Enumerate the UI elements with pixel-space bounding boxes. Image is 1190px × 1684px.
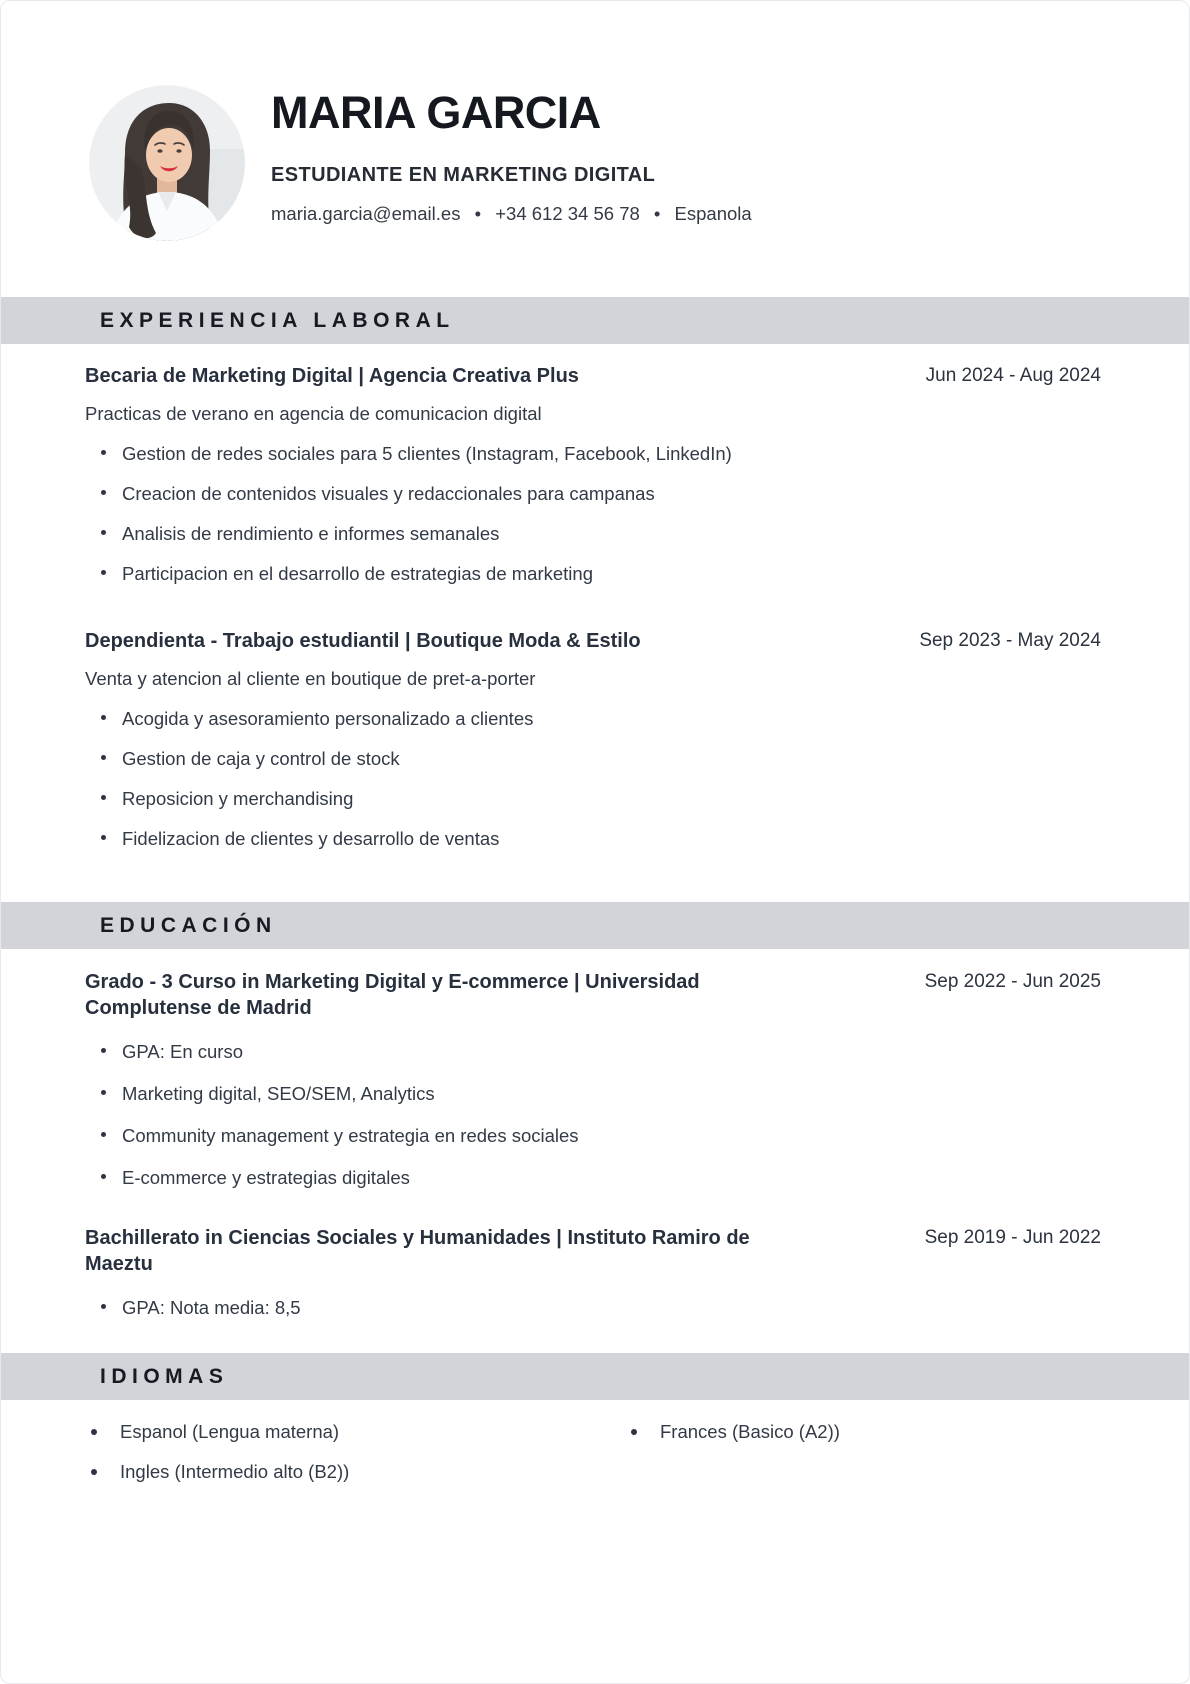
bullet-item: Gestion de redes sociales para 5 clientes (Instagram, Facebook, LinkedIn)	[85, 443, 1101, 465]
bullet-item: Reposicion y merchandising	[85, 788, 1101, 810]
entry-header	[85, 628, 1101, 654]
contact-line	[271, 203, 752, 225]
entry-header	[85, 363, 1101, 389]
education-dates: Sep 2019 - Jun 2022	[924, 1227, 1101, 1248]
person-title: ESTUDIANTE EN MARKETING DIGITAL	[271, 164, 656, 186]
job-entry	[85, 363, 1101, 585]
job-summary: Venta y atencion al cliente en boutique de pret-a-porter	[85, 668, 536, 689]
languages-body	[1, 1421, 1189, 1684]
education-title: Bachillerato in Ciencias Sociales y Humanidades | Instituto Ramiro de Maeztu	[85, 1227, 750, 1275]
education-bullets	[85, 1297, 1101, 1319]
experience-section-band	[1, 297, 1189, 344]
resume-header	[1, 1, 1189, 297]
job-dates: Jun 2024 - Aug 2024	[925, 365, 1101, 386]
nationality-text: Espanola	[674, 203, 752, 224]
bullet-item: Acogida y asesoramiento personalizado a clientes	[85, 708, 1101, 730]
bullet-item: Fidelizacion de clientes y desarrollo de ventas	[85, 828, 1101, 850]
email-text: maria.garcia@email.es	[271, 203, 461, 224]
section-heading-experience: EXPERIENCIA LABORAL	[100, 308, 455, 332]
profile-photo	[89, 85, 245, 241]
person-name: MARIA GARCIA	[271, 87, 601, 138]
education-bullets	[85, 1041, 1101, 1189]
identity-block	[271, 89, 752, 225]
education-section-band	[1, 902, 1189, 949]
bullet-item: GPA: En curso	[85, 1041, 1101, 1063]
bullet-item: Community management y estrategia en redes sociales	[85, 1125, 1101, 1147]
entry-header	[85, 969, 1101, 1021]
education-dates: Sep 2022 - Jun 2025	[924, 971, 1101, 992]
job-title: Becaria de Marketing Digital | Agencia Creativa Plus	[85, 365, 579, 387]
bullet-item: Analisis de rendimiento e informes semanales	[85, 523, 1101, 545]
contact-separator-icon: •	[474, 203, 482, 224]
education-entries	[1, 949, 1189, 1353]
profile-photo-image	[89, 85, 245, 241]
bullet-item: GPA: Nota media: 8,5	[85, 1297, 1101, 1319]
section-heading-education: EDUCACIÓN	[100, 913, 277, 937]
education-title: Grado - 3 Curso in Marketing Digital y E-commerce | Universidad Complutense de Madrid	[85, 971, 700, 1019]
bullet-item: Marketing digital, SEO/SEM, Analytics	[85, 1083, 1101, 1105]
education-entry	[85, 1225, 1101, 1319]
job-title: Dependienta - Trabajo estudiantil | Boutique Moda & Estilo	[85, 630, 641, 652]
contact-separator-icon: •	[653, 203, 661, 224]
section-education	[1, 902, 1189, 1353]
bullet-item: Creacion de contenidos visuales y redaccionales para campanas	[85, 483, 1101, 505]
job-bullets	[85, 443, 1101, 585]
bullet-item: E-commerce y estrategias digitales	[85, 1167, 1101, 1189]
section-experience	[1, 297, 1189, 902]
job-entry	[85, 628, 1101, 850]
section-heading-languages: IDIOMAS	[100, 1364, 229, 1388]
languages-section-band	[1, 1353, 1189, 1400]
bullet-item: Participacion en el desarrollo de estrategias de marketing	[85, 563, 1101, 585]
language-item: Ingles (Intermedio alto (B2))	[91, 1461, 631, 1483]
job-dates: Sep 2023 - May 2024	[919, 630, 1101, 651]
entry-header	[85, 1225, 1101, 1277]
section-languages	[1, 1353, 1189, 1684]
experience-entries	[1, 344, 1189, 902]
language-item: Frances (Basico (A2))	[631, 1421, 1101, 1443]
education-entry	[85, 969, 1101, 1189]
bullet-item: Gestion de caja y control de stock	[85, 748, 1101, 770]
job-bullets	[85, 708, 1101, 850]
language-item: Espanol (Lengua materna)	[91, 1421, 631, 1443]
phone-text: +34 612 34 56 78	[495, 203, 640, 224]
job-summary: Practicas de verano en agencia de comunicacion digital	[85, 403, 542, 424]
languages-list	[85, 1421, 1101, 1483]
